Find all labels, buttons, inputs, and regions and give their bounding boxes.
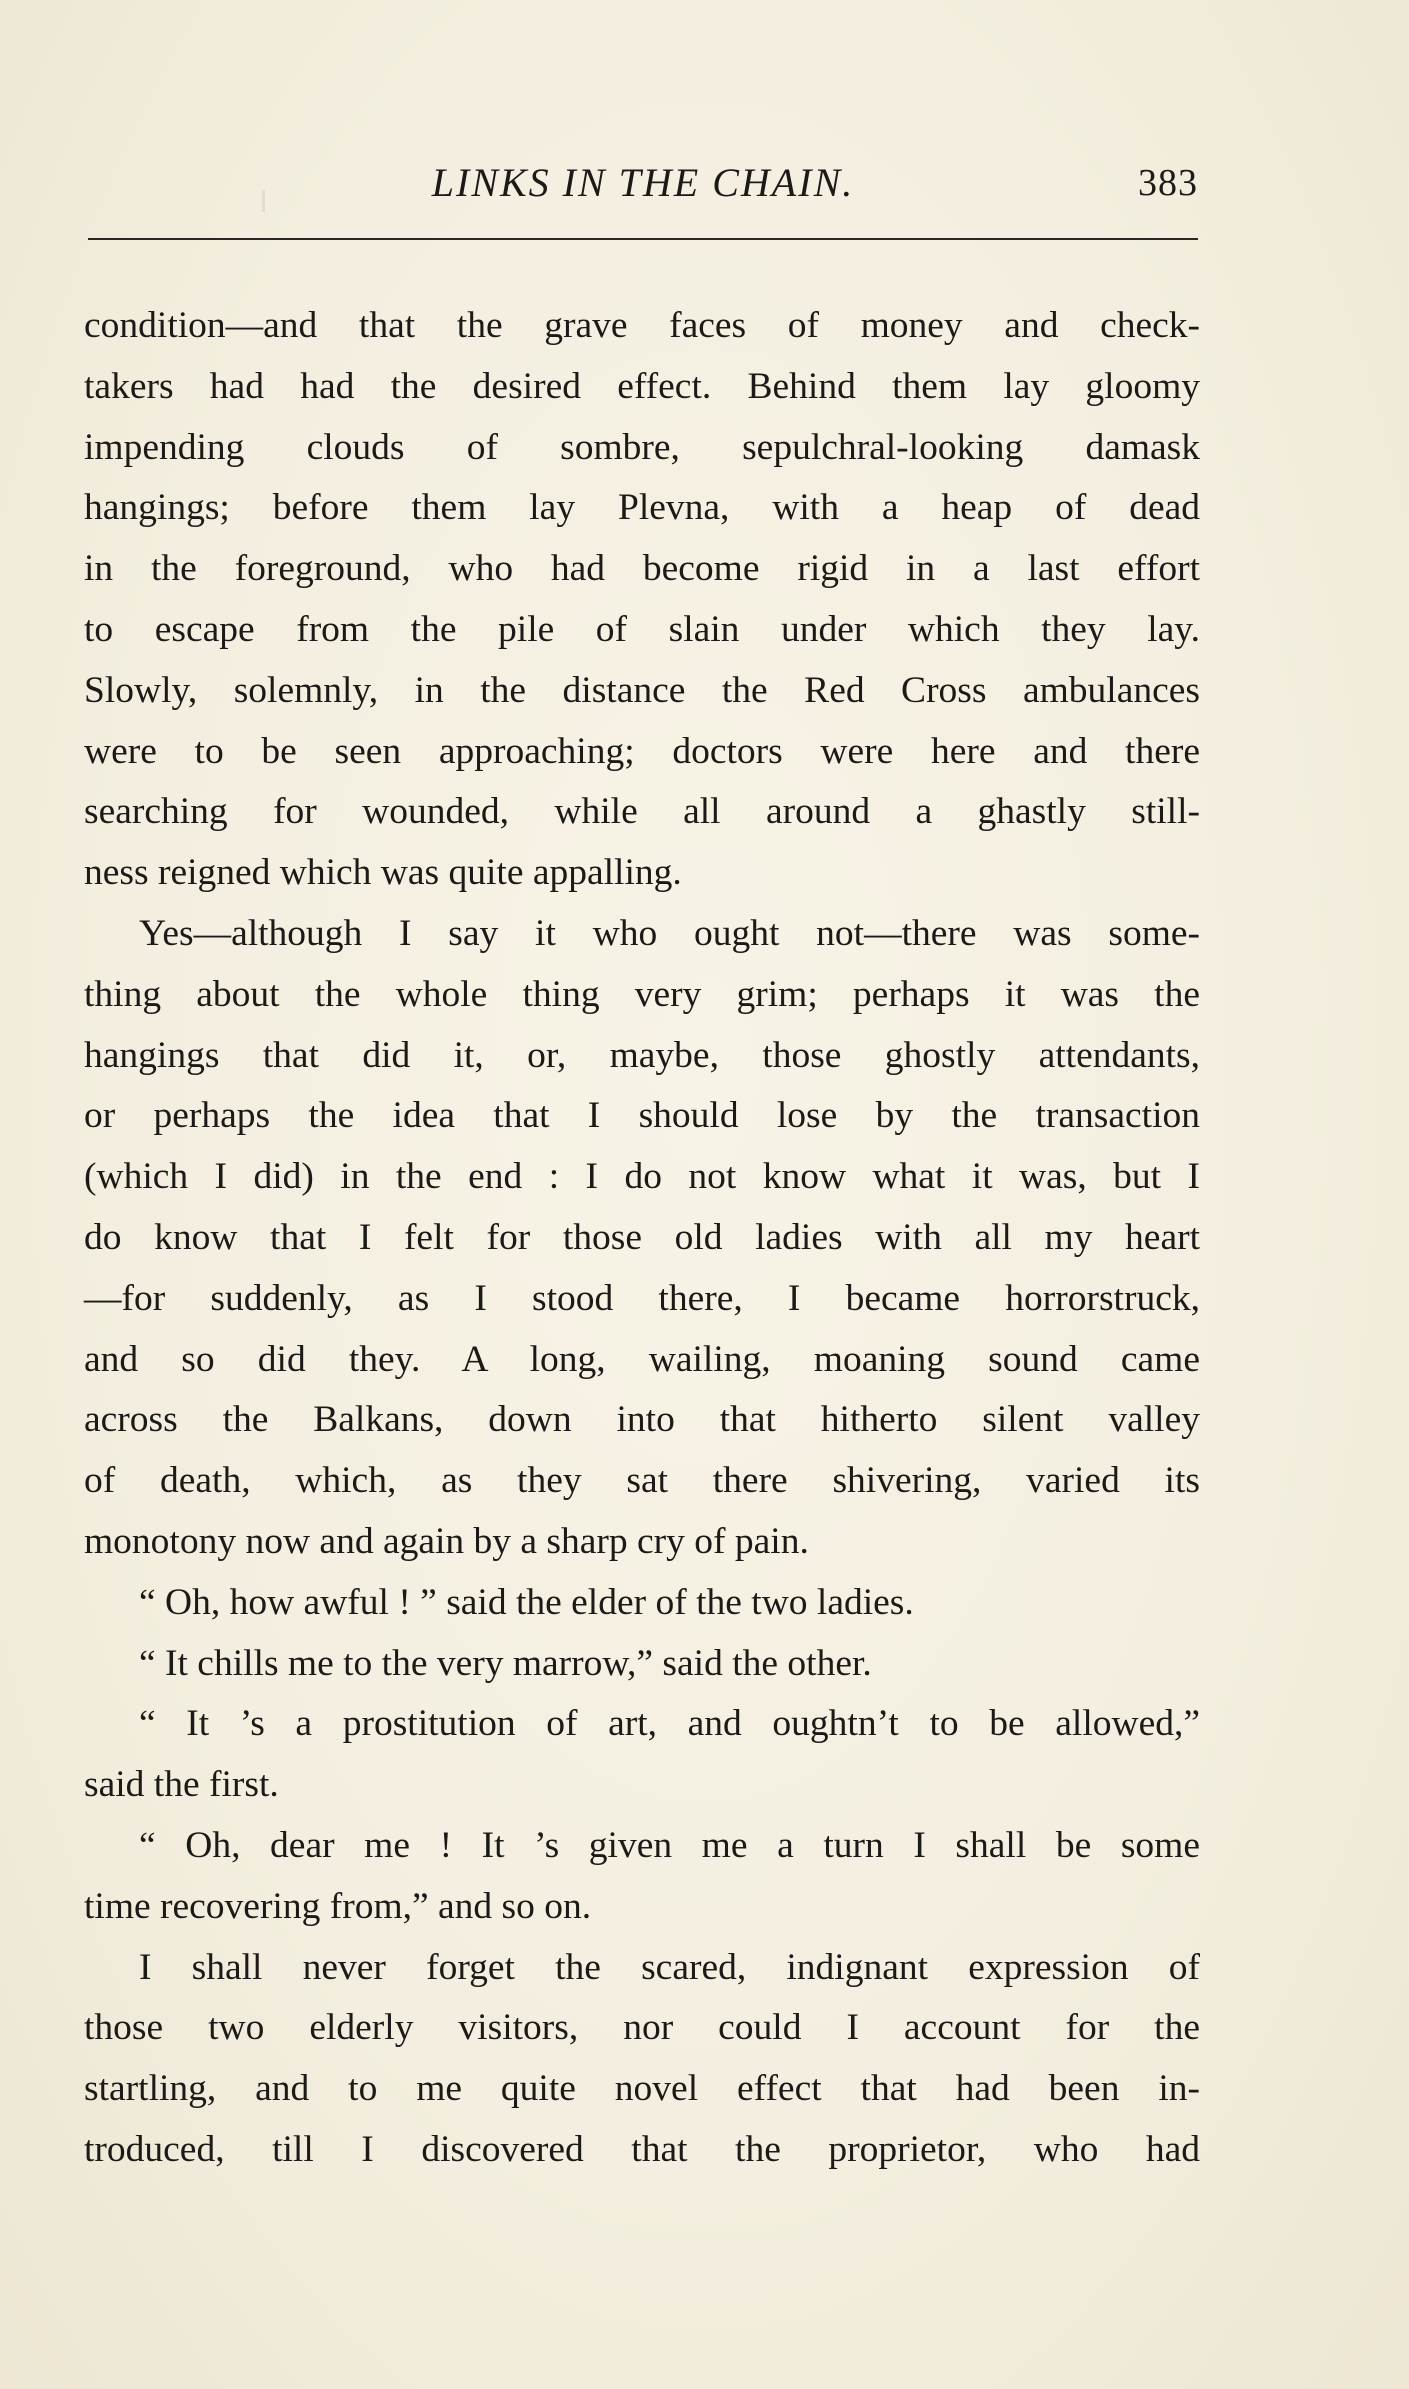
text-line: of death, which, as they sat there shivering, varied its [84, 1460, 1200, 1502]
text-line: condition—and that the grave faces of money and check- [84, 305, 1200, 346]
text-line: Slowly, solemnly, in the distance the Red Cross ambulances [84, 669, 1200, 711]
text-line: or perhaps the idea that I should lose by the transaction [84, 1095, 1200, 1137]
text-line: do know that I felt for those old ladies with all my heart [84, 1216, 1200, 1258]
running-title: LINKS IN THE CHAIN. [431, 160, 855, 205]
text-line: to escape from the pile of slain under which they lay. [84, 608, 1200, 650]
text-line: hangings that did it, or, maybe, those ghostly attendants, [84, 1034, 1200, 1076]
paper-mark [262, 190, 265, 212]
text-line: Yes—although I say it who ought not—there was some- [139, 912, 1200, 954]
text-line: hangings; before them lay Plevna, with a heap of dead [84, 487, 1200, 529]
text-line: were to be seen approaching; doctors were here and there [84, 730, 1200, 772]
text-line: impending clouds of sombre, sepulchral-looking damask [84, 426, 1200, 468]
text-line: “ Oh, dear me ! It ’s given me a turn I shall be some [139, 1824, 1200, 1866]
text-line: across the Balkans, down into that hitherto silent valley [84, 1399, 1200, 1441]
text-line: ness reigned which was quite appalling. [84, 852, 682, 894]
running-head [88, 158, 1198, 208]
text-line: in the foreground, who had become rigid in a last effort [84, 548, 1200, 590]
text-line: —for suddenly, as I stood there, I became horrorstruck, [84, 1277, 1200, 1319]
text-line: “ Oh, how awful ! ” said the elder of the two ladies. [139, 1581, 914, 1623]
text-line: those two elderly visitors, nor could I account for the [84, 2007, 1200, 2049]
text-line: time recovering from,” and so on. [84, 1885, 592, 1927]
text-line: (which I did) in the end : I do not know what it was, but I [84, 1156, 1200, 1198]
text-line: monotony now and again by a sharp cry of pain. [84, 1520, 809, 1562]
page-number: 383 [1138, 162, 1198, 204]
text-line: troduced, till I discovered that the proprietor, who had [84, 2128, 1200, 2170]
text-line: I shall never forget the scared, indignant expression of [139, 1946, 1200, 1988]
text-line: “ It chills me to the very marrow,” said the other. [139, 1642, 872, 1684]
text-line: searching for wounded, while all around a ghastly still- [84, 791, 1200, 833]
text-line: takers had had the desired effect. Behind them lay gloomy [84, 365, 1200, 407]
body-text [84, 296, 1200, 2181]
text-line: and so did they. A long, wailing, moaning sound came [84, 1338, 1200, 1380]
text-line: thing about the whole thing very grim; perhaps it was the [84, 973, 1200, 1015]
text-line: startling, and to me quite novel effect that had been in- [84, 2068, 1200, 2110]
text-line: said the first. [84, 1764, 279, 1806]
header-rule [88, 238, 1198, 240]
text-line: “ It ’s a prostitution of art, and oughtn’t to be allowed,” [139, 1703, 1200, 1745]
